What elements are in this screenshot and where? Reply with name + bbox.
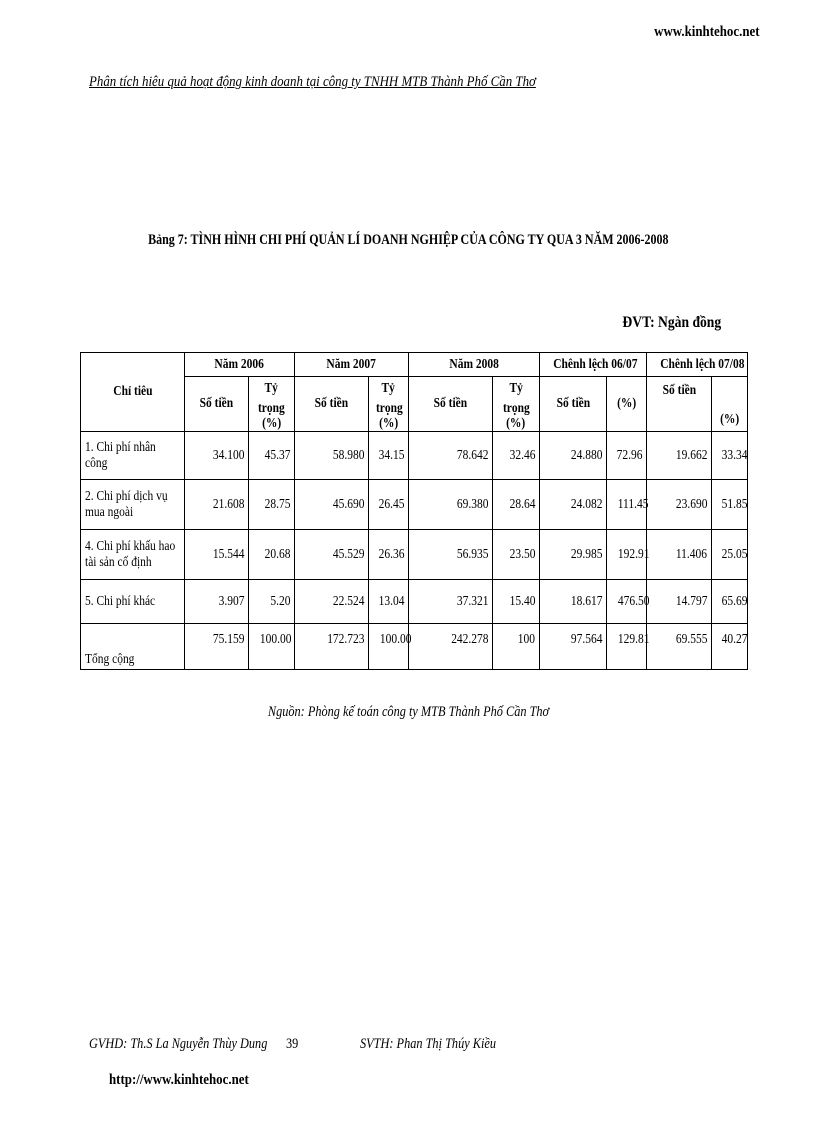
cell: 34.100 xyxy=(185,432,249,480)
cell: 34.15 xyxy=(369,432,409,480)
cell: 72.96 xyxy=(607,432,647,480)
cell: 21.608 xyxy=(185,480,249,530)
cell: 26.45 xyxy=(369,480,409,530)
cell: 69.555 xyxy=(647,624,712,670)
table-row xyxy=(81,580,748,624)
cell: 78.642 xyxy=(409,432,493,480)
cell: 28.75 xyxy=(249,480,295,530)
cell: 75.159 xyxy=(185,624,249,670)
site-url-bottom[interactable]: http://www.kinhtehoc.net xyxy=(109,1072,249,1088)
header-group-2007: Năm 2007 xyxy=(295,353,409,377)
cell: 14.797 xyxy=(647,580,712,624)
row-label: Tổng cộng xyxy=(81,624,185,670)
cell: 172.723 xyxy=(295,624,369,670)
table-row xyxy=(81,530,748,580)
header-group-diff-0607: Chênh lệch 06/07 xyxy=(540,353,647,377)
cell: 23.50 xyxy=(493,530,540,580)
cell: 19.662 xyxy=(647,432,712,480)
cell: 476.50 xyxy=(607,580,647,624)
cell: 45.690 xyxy=(295,480,369,530)
row-label: 2. Chi phí dịch vụ mua ngoài xyxy=(81,480,185,530)
header-tytrong-2: trọng (%) xyxy=(369,401,409,432)
header-group-diff-0708: Chênh lệch 07/08 xyxy=(647,353,748,377)
cell: 242.278 xyxy=(409,624,493,670)
cell: 56.935 xyxy=(409,530,493,580)
header-sotien: Số tiền xyxy=(647,377,712,432)
footer-svth: SVTH: Phan Thị Thúy Kiều xyxy=(360,1036,496,1052)
cell: 51.85 xyxy=(712,480,748,530)
header-sotien: Số tiền xyxy=(409,377,493,432)
cell: 29.985 xyxy=(540,530,607,580)
page-number: 39 xyxy=(286,1036,299,1052)
table-row xyxy=(81,480,748,530)
cell: 37.321 xyxy=(409,580,493,624)
document-header-title: Phân tích hiêu quả hoạt động kinh doanh tại công ty TNHH MTB Thành Phố Cần Thơ xyxy=(89,74,536,90)
unit-label: ĐVT: Ngàn đồng xyxy=(622,314,721,331)
cell: 22.524 xyxy=(295,580,369,624)
cell: 69.380 xyxy=(409,480,493,530)
cell: 33.34 xyxy=(712,432,748,480)
cell: 25.05 xyxy=(712,530,748,580)
row-label: 1. Chi phí nhân công xyxy=(81,432,185,480)
header-tytrong: Tỷ xyxy=(369,377,409,401)
cell: 65.69 xyxy=(712,580,748,624)
cell: 3.907 xyxy=(185,580,249,624)
cell: 20.68 xyxy=(249,530,295,580)
cell: 111.45 xyxy=(607,480,647,530)
cell: 40.27 xyxy=(712,624,748,670)
header-tytrong-2: trọng (%) xyxy=(493,401,540,432)
header-group-2008: Năm 2008 xyxy=(409,353,540,377)
row-label: 4. Chi phí khấu hao tài sản cố định xyxy=(81,530,185,580)
header-sotien: Số tiền xyxy=(295,377,369,432)
table-row xyxy=(81,432,748,480)
cell: 28.64 xyxy=(493,480,540,530)
cell: 100.00 xyxy=(249,624,295,670)
cell: 97.564 xyxy=(540,624,607,670)
cell: 18.617 xyxy=(540,580,607,624)
site-url-top[interactable]: www.kinhtehoc.net xyxy=(654,24,760,40)
cell: 15.544 xyxy=(185,530,249,580)
cell: 24.880 xyxy=(540,432,607,480)
cell: 5.20 xyxy=(249,580,295,624)
header-chitieu: Chỉ tiêu xyxy=(81,353,185,432)
header-percent: (%) xyxy=(607,377,647,432)
cell: 58.980 xyxy=(295,432,369,480)
table-title: Bảng 7: TÌNH HÌNH CHI PHÍ QUẢN LÍ DOANH NGHIỆP CỦA CÔNG TY QUA 3 NĂM 2006-2008 xyxy=(147,232,669,248)
cost-table xyxy=(80,352,748,670)
header-tytrong: Tỷ xyxy=(249,377,295,401)
cell: 11.406 xyxy=(647,530,712,580)
header-sotien: Số tiền xyxy=(185,377,249,432)
cell: 129.81 xyxy=(607,624,647,670)
row-label: 5. Chi phí khác xyxy=(81,580,185,624)
cell: 13.04 xyxy=(369,580,409,624)
cell: 24.082 xyxy=(540,480,607,530)
cell: 100.00 xyxy=(369,624,409,670)
cell: 192.91 xyxy=(607,530,647,580)
cell: 26.36 xyxy=(369,530,409,580)
table-row-total xyxy=(81,624,748,670)
cell: 32.46 xyxy=(493,432,540,480)
header-tytrong-2: trọng (%) xyxy=(249,401,295,432)
cell: 100 xyxy=(493,624,540,670)
header-percent: (%) xyxy=(712,377,748,432)
header-tytrong: Tỷ xyxy=(493,377,540,401)
cell: 23.690 xyxy=(647,480,712,530)
cell: 45.37 xyxy=(249,432,295,480)
cell: 45.529 xyxy=(295,530,369,580)
table-source-note: Nguồn: Phòng kế toán công ty MTB Thành Phố Cần Thơ xyxy=(267,704,549,720)
header-sotien: Số tiền xyxy=(540,377,607,432)
cell: 15.40 xyxy=(493,580,540,624)
header-group-2006: Năm 2006 xyxy=(185,353,295,377)
footer-gvhd: GVHD: Th.S La Nguyễn Thùy Dung xyxy=(89,1036,268,1052)
